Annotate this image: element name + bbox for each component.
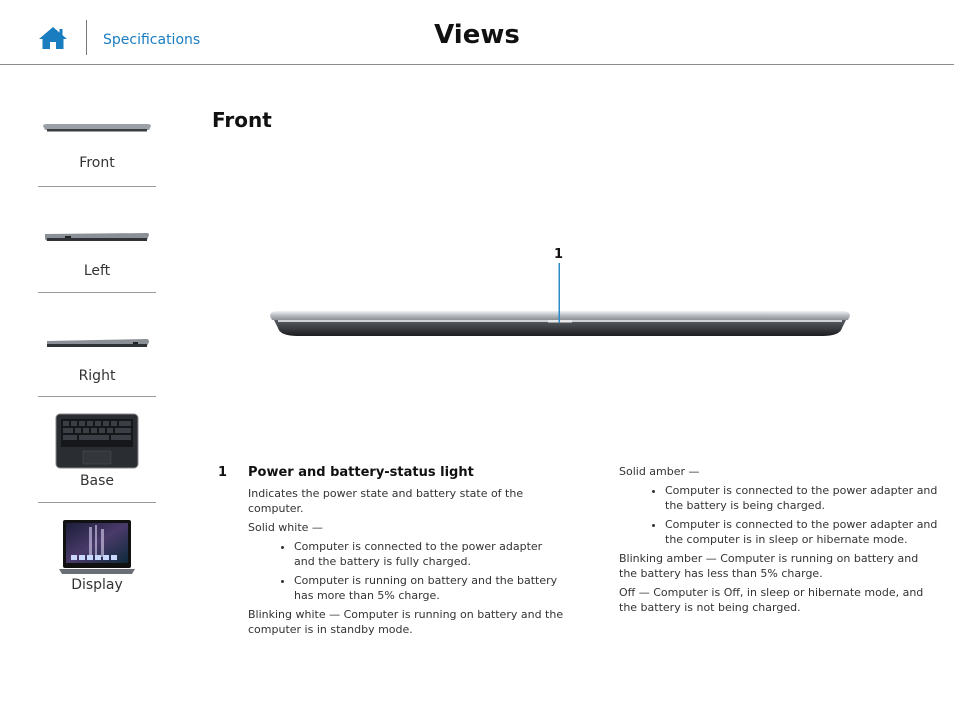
off-text: Off — Computer is Off, in sleep or hibernate mode, and the battery is not being charged. — [619, 586, 924, 614]
laptop-front-thumbnail-icon — [38, 123, 156, 133]
solid-white-heading: Solid white — — [248, 521, 323, 534]
list-item: • Computer is connected to the power adapter and the computer is in sleep or hibernate mode. — [665, 517, 939, 547]
item-number: 1 — [218, 465, 228, 480]
sidebar-item-front[interactable] — [38, 85, 156, 187]
sidebar — [38, 85, 156, 599]
laptop-left-thumbnail-icon — [38, 231, 156, 243]
description-column-1 — [248, 486, 566, 641]
sidebar-item-label: Front — [79, 155, 115, 171]
blinking-amber-text: Blinking amber — Computer is running on battery and the battery has less than 5% charge. — [619, 552, 919, 580]
list-item: • Computer is running on battery and the battery has more than 5% charge. — [294, 573, 566, 603]
callout-number: 1 — [554, 247, 564, 262]
section-title: Front — [212, 108, 272, 132]
description-column-2 — [619, 464, 939, 619]
page-title: Views — [434, 20, 520, 50]
solid-white-list — [248, 539, 566, 603]
header — [0, 0, 954, 65]
list-item: • Computer is connected to the power adapter and the battery is being charged. — [665, 483, 939, 513]
sidebar-item-label: Left — [83, 263, 111, 279]
item-title: Power and battery-status light — [248, 465, 474, 480]
laptop-base-thumbnail-icon — [38, 413, 156, 469]
list-item: • Computer is connected to the power adapter and the battery is fully charged. — [294, 539, 566, 569]
sidebar-item-display[interactable] — [38, 503, 156, 599]
blinking-white-text: Blinking white — Computer is running on battery and the computer is in standby mode. — [248, 608, 564, 636]
sidebar-item-left[interactable] — [38, 187, 156, 293]
sidebar-item-label: Base — [79, 473, 115, 489]
laptop-right-thumbnail-icon — [38, 337, 156, 349]
sidebar-item-right[interactable] — [38, 293, 156, 397]
laptop-display-thumbnail-icon — [38, 519, 156, 575]
callout-line — [558, 263, 561, 323]
sidebar-item-base[interactable] — [38, 397, 156, 503]
solid-amber-list — [619, 483, 939, 547]
sidebar-item-label: Right — [78, 368, 116, 384]
intro-text: Indicates the power state and battery state of the computer. — [248, 487, 524, 515]
specifications-link[interactable]: Specifications — [103, 32, 201, 48]
sidebar-item-label: Display — [71, 577, 123, 593]
solid-amber-heading: Solid amber — — [619, 465, 700, 478]
